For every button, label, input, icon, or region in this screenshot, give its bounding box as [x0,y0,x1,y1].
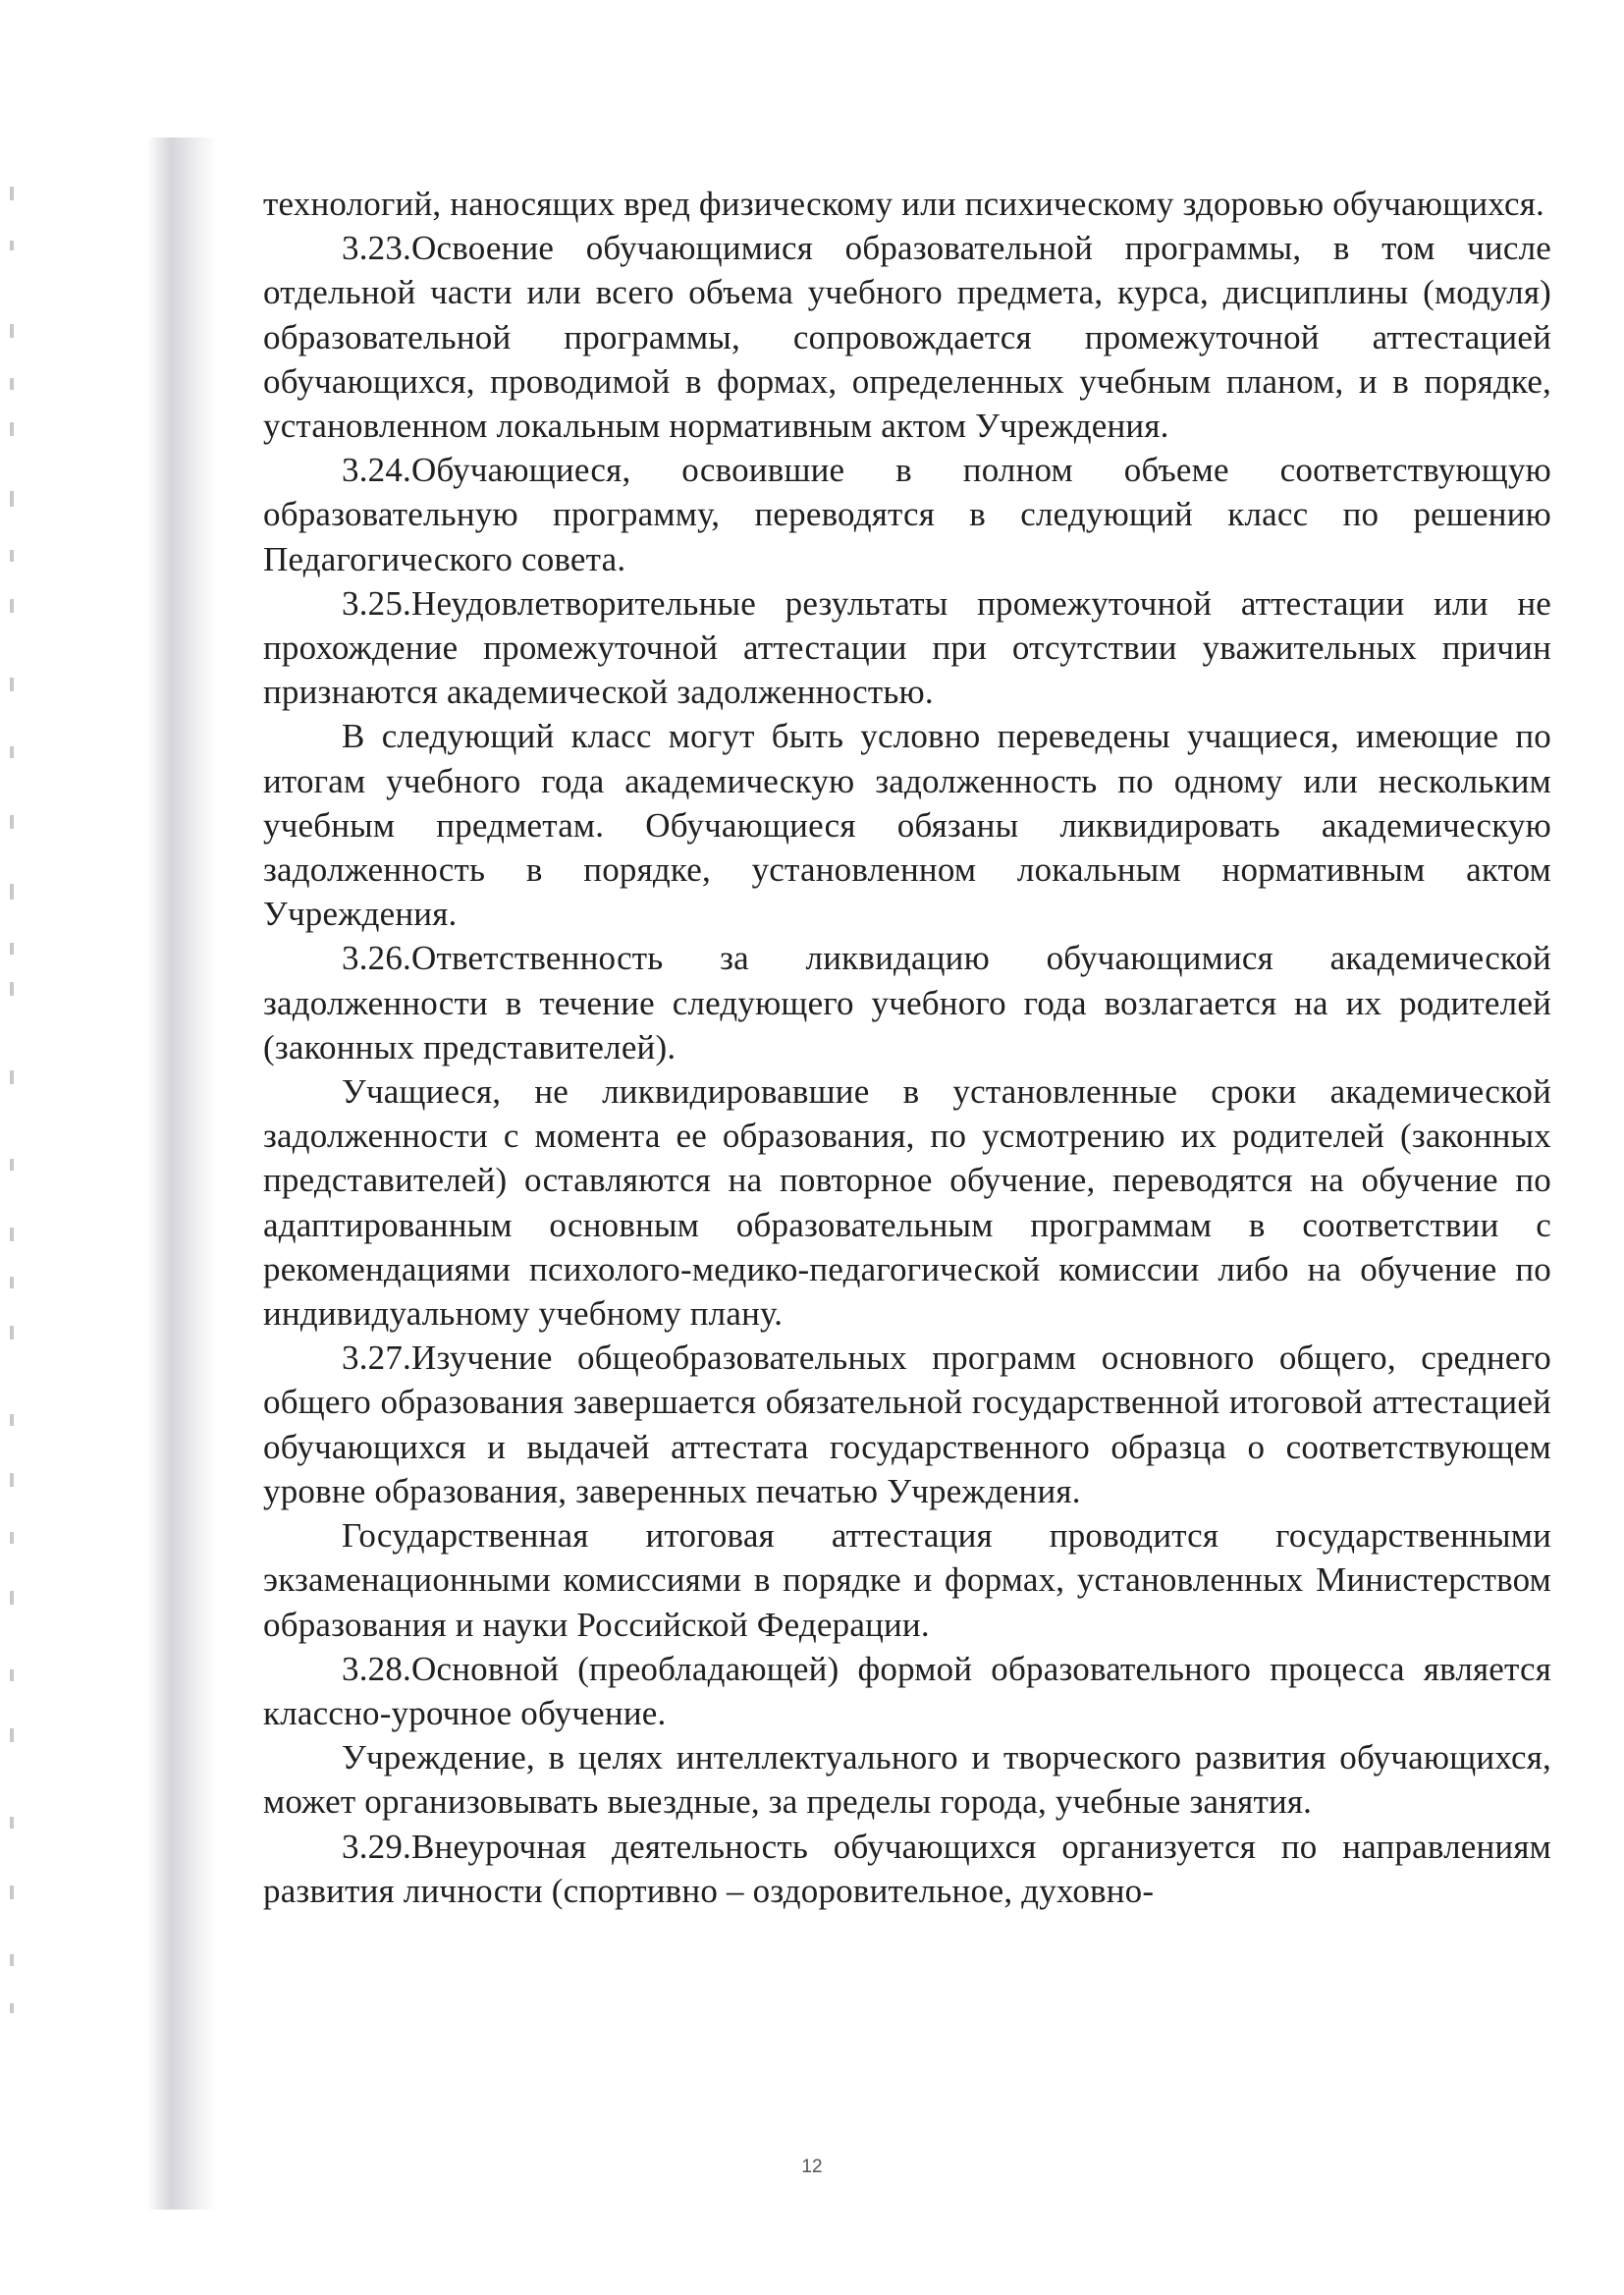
paragraph-3-27: 3.27.Изучение общеобразовательных программ основного общего, среднего общего образования завершается обязательной государственной итоговой аттестацией обучающихся и выдачей аттестата государственного образца о соответствующем уровне образования, заверенных печатью Учреждения. [263,1339,1551,1510]
paragraph-3-24: 3.24.Обучающиеся, освоившие в полном объеме соответствующую образовательную программу, переводятся в следующий класс по решению Педагогического совета. [263,451,1551,578]
paragraph-3-29: 3.29.Внеурочная деятельность обучающихся организуется по направлениям развития личности (спортивно – оздоровительное, духовно- [263,1827,1551,1910]
scan-edge-marks [0,0,39,2295]
paragraph-conditional-transfer: В следующий класс могут быть условно переведены учащиеся, имеющие по итогам учебного года академическую задолженность по одному или нескольким учебным предметам. Обучающиеся обязаны ликвидировать академическую задолженность в порядке, установленном локальным нормативным актом Учреждения. [263,717,1551,934]
paragraph-state-attestation: Государственная итоговая аттестация проводится государственными экзаменационными комиссиями в порядке и формах, установленных Министерством образования и науки Российской Федерации. [263,1516,1551,1644]
paragraph-3-25: 3.25.Неудовлетворительные результаты промежуточной аттестации или не прохождение промежуточной аттестации при отсутствии уважительных причин признаются академической задолженностью. [263,583,1551,712]
paragraph-3-23: 3.23.Освоение обучающимися образовательной программы, в том числе отдельной части или всего объема учебного предмета, курса, дисциплины (модуля) образовательной программы, сопровождается промежуточной аттестацией обучающихся, проводимой в формах, определенных учебным планом, и в порядке, установленном локальным нормативным актом Учреждения. [263,229,1551,446]
paragraph-unresolved-debt: Учащиеся, не ликвидировавшие в установленные сроки академической задолженности с момента ее образования, по усмотрению их родителей (законных представителей) оставляются на повторное обучение, переводятся на обучение по адаптированным основным образовательным программам в соответствии с рекомендациями психолого-медико-педагогической комиссии либо на обучение по индивидуальному учебному плану. [263,1072,1551,1334]
paragraph-field-classes: Учреждение, в целях интеллектуального и творческого развития обучающихся, может организовывать выездные, за пределы города, учебные занятия. [263,1738,1551,1822]
paragraph-3-28: 3.28.Основной (преобладающей) формой образовательного процесса является классно-урочное обучение. [263,1649,1551,1732]
document-body [263,182,1551,1913]
paragraph-3-26: 3.26.Ответственность за ликвидацию обучающимися академической задолженности в течение следующего учебного года возлагается на их родителей (законных представителей). [263,939,1551,1066]
page-number: 12 [801,2157,823,2177]
paragraph-continuation: технологий, наносящих вред физическому или психическому здоровью обучающихся. [263,185,1544,223]
scan-binding-shadow [147,137,216,2210]
